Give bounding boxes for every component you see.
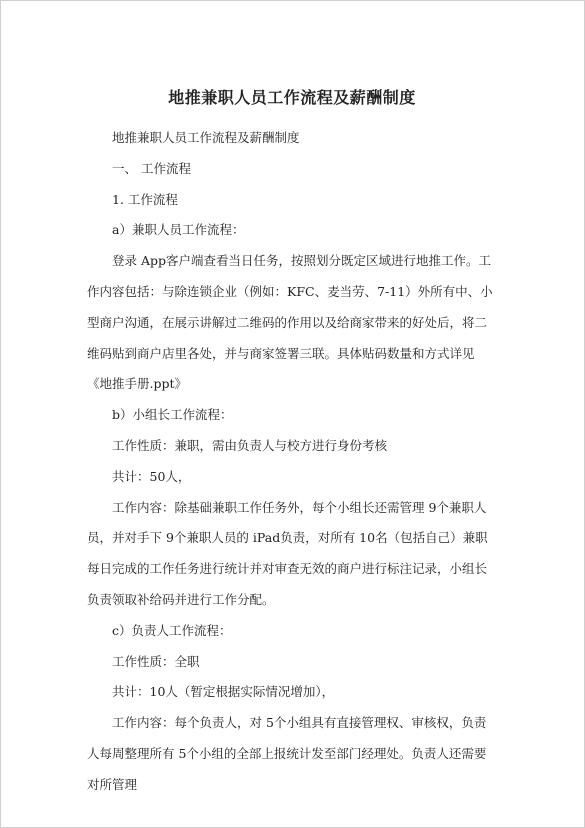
paragraph-manager-count: 共计：10人（暂定根据实际情况增加）， bbox=[112, 684, 335, 700]
paragraph-manager-details: 工作内容：每个负责人，对 5个小组具有直接管理权、审核权，负责人每周整理所有 5个小组的全部上报统计发至部门经理处。负责人还需要对所管理 bbox=[87, 715, 487, 792]
item-heading-parttime: a）兼职人员工作流程： bbox=[112, 222, 245, 238]
item-heading-team-leader: b）小组长工作流程： bbox=[112, 407, 233, 423]
subsection-heading-workflow: 1. 工作流程 bbox=[112, 191, 178, 207]
paragraph-team-leader-details: 工作内容：除基础兼职工作任务外，每个小组长还需管理 9个兼职人员，并对手下 9个兼职人员的 iPad负责，对所有 10名（包括自己）兼职每日完成的工作任务进行统计并对审查无效的商户进行标注记录，小组长负责领取补给码并进行工作分配。 bbox=[87, 499, 488, 607]
document-body bbox=[87, 85, 497, 801]
document-title: 地推兼职人员工作流程及薪酬制度 bbox=[168, 88, 416, 107]
paragraph-team-leader-nature: 工作性质：兼职，需由负责人与校方进行身份考核 bbox=[112, 437, 388, 453]
section-heading-workflow: 一、 工作流程 bbox=[112, 160, 191, 176]
paragraph-manager-nature: 工作性质：全职 bbox=[112, 653, 200, 669]
paragraph-subtitle: 地推兼职人员工作流程及薪酬制度 bbox=[112, 130, 300, 145]
item-heading-manager: c）负责人工作流程： bbox=[112, 622, 232, 638]
paragraph-team-leader-count: 共计：50人， bbox=[112, 468, 191, 484]
paragraph-parttime-details: 登录 App客户端查看当日任务，按照划分既定区域进行地推工作。工作内容包括：与除连锁企业（例如：KFC、麦当劳、7-11）外所有中、小型商户沟通，在展示讲解过二维码的作用以及给商家带来的好处后，将二维码贴到商户店里各处，并与商家签署三联。具体贴码数量和方式详见《地推手册.ppt》 bbox=[87, 253, 493, 392]
